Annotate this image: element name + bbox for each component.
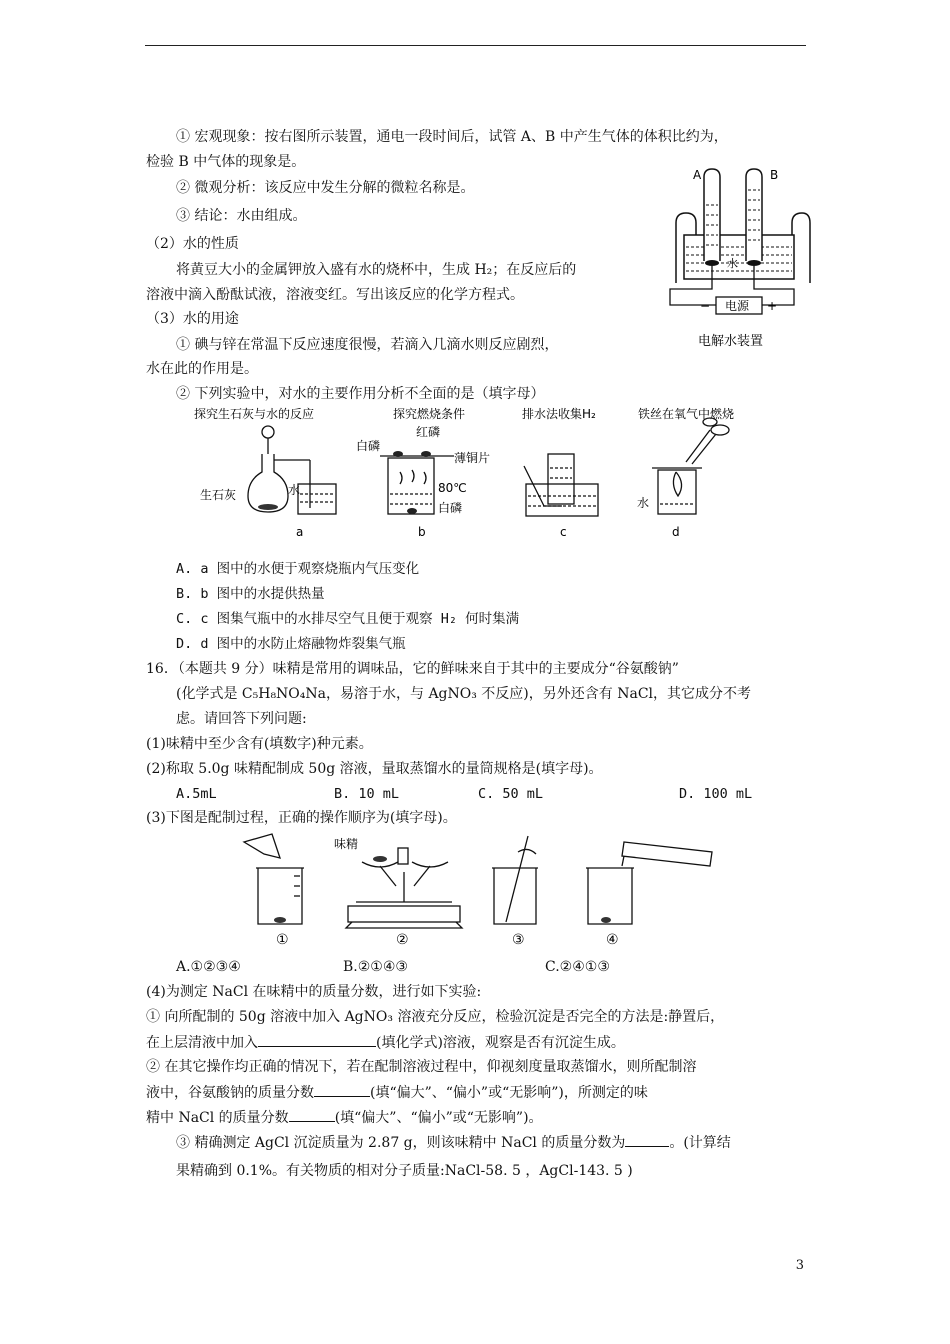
- electrolysis-figure: [664, 165, 814, 350]
- tube-b-label: B: [770, 168, 779, 182]
- experiments-figure: [190, 404, 770, 544]
- exp-b-label-white-p: 白磷: [356, 439, 381, 453]
- page-number: 3: [795, 1258, 804, 1273]
- text-line: (化学式是 C₅H₈NO₄Na，易溶于水，与 AgNO₃ 不反应)，另外还含有 NaCl，其它成分不考: [176, 686, 752, 702]
- option-a: A. a 图中的水便于观察烧瓶内气压变化: [176, 561, 420, 577]
- text-line: 果精确到 0.1%。有关物质的相对分子质量:NaCl-58. 5 ，AgCl-143. 5 ): [176, 1163, 633, 1179]
- header-rule: [145, 45, 806, 46]
- text-line: [176, 1132, 731, 1153]
- step-1-num: ①: [276, 932, 289, 948]
- preparation-figure: [236, 832, 726, 950]
- choice-2c: C. 50 mL: [478, 786, 544, 802]
- text-fragment: 在上层清液中加入: [146, 1035, 258, 1051]
- text-line: 水在此的作用是。: [146, 361, 258, 377]
- choice-2a: A.5mL: [176, 786, 217, 802]
- tube-a-label: A: [693, 168, 702, 182]
- step-2-num: ②: [396, 932, 409, 948]
- text-line: ① 碘与锌在常温下反应速度很慢，若滴入几滴水则反应剧烈，: [176, 337, 559, 353]
- text-line: 将黄豆大小的金属钾放入盛有水的烧杯中，生成 H₂；在反应后的: [176, 262, 577, 278]
- text-line: ③ 结论：水由组成。: [176, 208, 307, 224]
- answer-blank[interactable]: [258, 1032, 376, 1047]
- section-heading: （2）水的性质: [146, 236, 239, 252]
- choice-3b: B.②①④③: [343, 959, 408, 975]
- power-label: 电源: [725, 299, 750, 313]
- sub-question-2: (2)称取 5.0g 味精配制成 50g 溶液，量取蒸馏水的量筒规格是(填字母)。: [146, 761, 603, 777]
- choice-2d: D. 100 mL: [679, 786, 753, 802]
- sub-question-3: (3)下图是配制过程，正确的操作顺序为(填字母)。: [146, 810, 457, 826]
- text-line: ① 宏观现象：按右图所示装置，通电一段时间后，试管 A、B 中产生气体的体积比约为，: [176, 129, 728, 145]
- exp-a-title: 探究生石灰与水的反应: [194, 407, 315, 421]
- sub-question-4: (4)为测定 NaCl 在味精中的质量分数，进行如下实验:: [146, 984, 482, 1000]
- question-16: 16．（本题共 9 分）味精是常用的调味品，它的鲜味来自于其中的主要成分“谷氨酸钠”: [146, 661, 679, 677]
- text-line: 溶液中滴入酚酞试液，溶液变红。写出该反应的化学方程式。: [146, 287, 524, 303]
- plus-label: +: [767, 299, 778, 313]
- text-line: ② 在其它操作均正确的情况下，若在配制溶液过程中，仰视刻度量取蒸馏水，则所配制溶: [146, 1059, 697, 1075]
- exp-b-title: 探究燃烧条件: [393, 407, 466, 421]
- text-line: [146, 1082, 648, 1103]
- salt-label: 味精: [334, 837, 359, 851]
- text-line: ② 下列实验中，对水的主要作用分析不全面的是（填字母）: [176, 386, 545, 402]
- exp-a-label-water: 水: [288, 483, 301, 497]
- exp-letter-d: d: [672, 525, 680, 539]
- choice-3a: A.①②③④: [176, 959, 241, 975]
- answer-blank[interactable]: [625, 1132, 669, 1147]
- exp-d-title: 铁丝在氧气中燃烧: [638, 407, 735, 421]
- text-fragment: ③ 精确测定 AgCl 沉淀质量为 2.87 g，则该味精中 NaCl 的质量分数为: [176, 1135, 626, 1151]
- option-d: D. d 图中的水防止熔融物炸裂集气瓶: [176, 636, 406, 652]
- exp-a-label-quicklime: 生石灰: [200, 488, 237, 502]
- minus-label: −: [700, 299, 711, 313]
- text-line: 虑。请回答下列问题:: [176, 711, 307, 727]
- exp-letter-c: c: [560, 525, 567, 539]
- text-line: [146, 1032, 625, 1053]
- sub-question-1: (1)味精中至少含有(填数字)种元素。: [146, 736, 373, 752]
- text-fragment: (填“偏大”、“偏小”或“无影响”)，所测定的味: [370, 1085, 648, 1101]
- answer-blank[interactable]: [289, 1107, 335, 1122]
- text-line: ② 微观分析：该反应中发生分解的微粒名称是。: [176, 180, 475, 196]
- text-line: ① 向所配制的 50g 溶液中加入 AgNO₃ 溶液充分反应，检验沉淀是否完全的方法是:静置后，: [146, 1009, 725, 1025]
- text-line: [146, 1107, 543, 1128]
- text-fragment: 液中，谷氨酸钠的质量分数: [146, 1085, 314, 1101]
- option-b: B. b 图中的水提供热量: [176, 586, 325, 602]
- electrolysis-caption: 电解水装置: [698, 334, 764, 349]
- text-fragment: (填“偏大”、“偏小”或“无影响”)。: [334, 1110, 543, 1126]
- exp-b-label-copper: 薄铜片: [454, 451, 491, 465]
- text-fragment: 精中 NaCl 的质量分数: [146, 1110, 289, 1126]
- section-heading: （3）水的用途: [146, 311, 239, 327]
- step-3-num: ③: [512, 932, 525, 948]
- choice-2b: B. 10 mL: [334, 786, 400, 802]
- answer-blank[interactable]: [314, 1082, 370, 1097]
- choice-3c: C.②④①③: [545, 959, 610, 975]
- water-label: 水: [727, 257, 738, 270]
- text-fragment: 。(计算结: [669, 1135, 731, 1151]
- text-fragment: (填化学式)溶液，观察是否有沉淀生成。: [376, 1035, 625, 1051]
- exp-letter-b: b: [418, 525, 426, 539]
- exp-b-label-white-p2: 白磷: [438, 501, 463, 515]
- exp-c-title: 排水法收集H₂: [522, 407, 596, 421]
- option-c: C. c 图集气瓶中的水排尽空气且便于观察 H₂ 何时集满: [176, 611, 520, 627]
- exp-letter-a: a: [296, 525, 304, 539]
- text-line: 检验 B 中气体的现象是。: [146, 154, 306, 170]
- step-4-num: ④: [606, 932, 619, 948]
- exp-b-label-red-p: 红磷: [416, 425, 441, 439]
- exp-d-label-water: 水: [637, 496, 650, 510]
- exp-b-label-temp: 80℃: [438, 481, 467, 495]
